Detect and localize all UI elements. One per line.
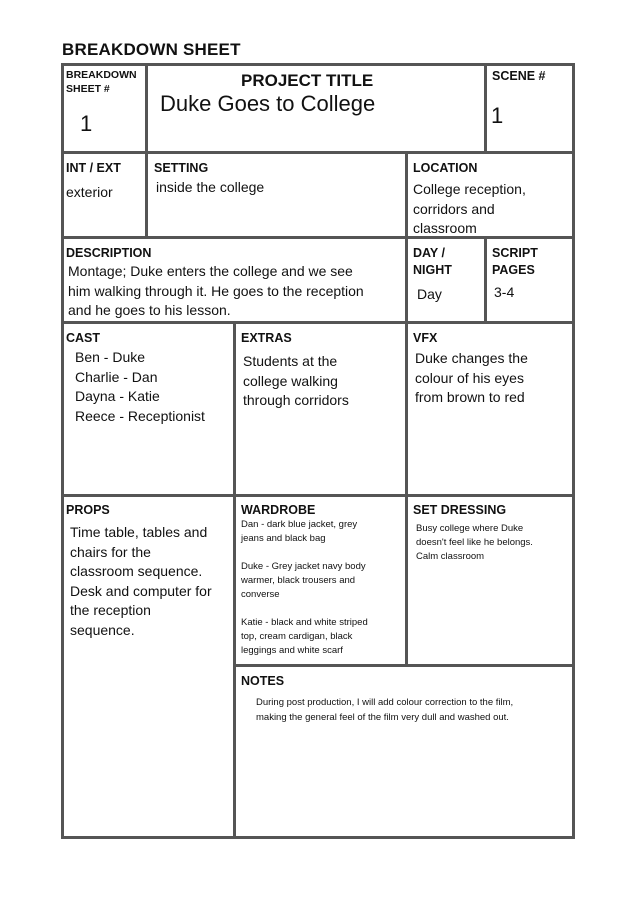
text-line: Busy college where Duke <box>416 523 524 534</box>
wardrobe-value <box>241 518 368 658</box>
text-line: top, cream cardigan, black <box>241 631 353 642</box>
text-line: and he goes to his lesson. <box>68 302 231 318</box>
setting-value: inside the college <box>156 179 265 195</box>
text-line: During post production, I will add colour correction to the film, <box>256 697 514 708</box>
cast-item: Reece - Receptionist <box>75 407 205 424</box>
description-value <box>68 262 364 321</box>
vfx-value <box>415 349 528 408</box>
text-line: Montage; Duke enters the college and we see <box>68 263 353 279</box>
text-line: sequence. <box>70 621 135 638</box>
script-pages-value: 3-4 <box>494 284 515 300</box>
text-line: through corridors <box>243 392 349 408</box>
divider <box>484 236 487 323</box>
divider <box>405 494 408 666</box>
text-line: Calm classroom <box>416 551 485 562</box>
sheet-title: BREAKDOWN SHEET <box>62 40 241 59</box>
breakdown-sheet-number-label <box>66 68 137 96</box>
text-line: making the general feel of the film very dull and washed out. <box>256 712 509 723</box>
text-line: colour of his eyes <box>415 369 524 386</box>
divider <box>484 63 487 153</box>
text-line: corridors and <box>413 200 495 217</box>
divider <box>61 321 575 324</box>
divider <box>145 63 148 237</box>
text-line: the reception <box>70 602 151 618</box>
extras-value <box>243 352 349 411</box>
text-line: classroom <box>413 220 477 236</box>
cast-item: Ben - Duke <box>75 349 146 365</box>
location-label: LOCATION <box>413 161 478 175</box>
divider <box>61 151 575 154</box>
label-line: SHEET # <box>66 83 110 95</box>
breakdown-sheet-number: 1 <box>80 111 93 136</box>
notes-label: NOTES <box>241 674 285 688</box>
divider <box>233 321 236 839</box>
extras-label: EXTRAS <box>241 331 292 345</box>
scene-number-label: SCENE # <box>492 69 546 83</box>
int-ext-label: INT / EXT <box>66 161 121 175</box>
project-title: Duke Goes to College <box>160 91 376 116</box>
text-line: warmer, black trousers and <box>241 575 356 586</box>
text-line: College reception, <box>413 181 526 197</box>
divider <box>233 664 575 667</box>
spacer <box>241 546 368 560</box>
int-ext-value: exterior <box>66 184 113 200</box>
cast-item: Dayna - Katie <box>75 388 160 404</box>
label-line: DAY / <box>413 246 445 260</box>
setting-label: SETTING <box>154 161 209 175</box>
text-line: college walking <box>243 372 338 389</box>
props-label: PROPS <box>66 503 110 517</box>
day-night-value: Day <box>417 286 442 302</box>
wardrobe-label: WARDROBE <box>241 503 316 517</box>
description-label: DESCRIPTION <box>66 246 152 260</box>
notes-value <box>256 695 513 725</box>
text-line: Desk and computer for <box>70 582 212 599</box>
cast-item: Charlie - Dan <box>75 368 158 385</box>
text-line: jeans and black bag <box>241 533 326 544</box>
text-line: classroom sequence. <box>70 563 203 579</box>
label-line: BREAKDOWN <box>66 69 137 81</box>
script-pages-label <box>492 245 538 279</box>
location-value <box>413 180 526 239</box>
text-line: Duke - Grey jacket navy body <box>241 561 366 572</box>
text-line: Students at the <box>243 353 338 369</box>
text-line: Time table, tables and <box>70 524 208 540</box>
divider <box>61 494 575 497</box>
text-line: doesn't feel like he belongs. <box>416 537 533 548</box>
text-line: chairs for the <box>70 543 151 560</box>
text-line: converse <box>241 589 280 600</box>
set-dressing-value <box>416 522 533 564</box>
label-line: PAGES <box>492 263 535 277</box>
project-title-label: PROJECT TITLE <box>241 71 374 90</box>
text-line: Dan - dark blue jacket, grey <box>241 519 358 530</box>
day-night-label <box>413 245 452 279</box>
text-line: him walking through it. He goes to the reception <box>68 282 364 299</box>
scene-number: 1 <box>491 103 504 128</box>
vfx-label: VFX <box>413 331 438 345</box>
text-line: Duke changes the <box>415 350 528 366</box>
set-dressing-label: SET DRESSING <box>413 503 507 517</box>
text-line: from brown to red <box>415 389 525 405</box>
cast-list <box>75 348 205 426</box>
label-line: NIGHT <box>413 263 452 277</box>
cast-label: CAST <box>66 331 101 345</box>
divider <box>405 151 408 495</box>
text-line: Katie - black and white striped <box>241 617 368 628</box>
label-line: SCRIPT <box>492 246 538 260</box>
text-line: leggings and white scarf <box>241 645 343 656</box>
spacer <box>241 602 368 616</box>
props-value <box>70 523 212 640</box>
